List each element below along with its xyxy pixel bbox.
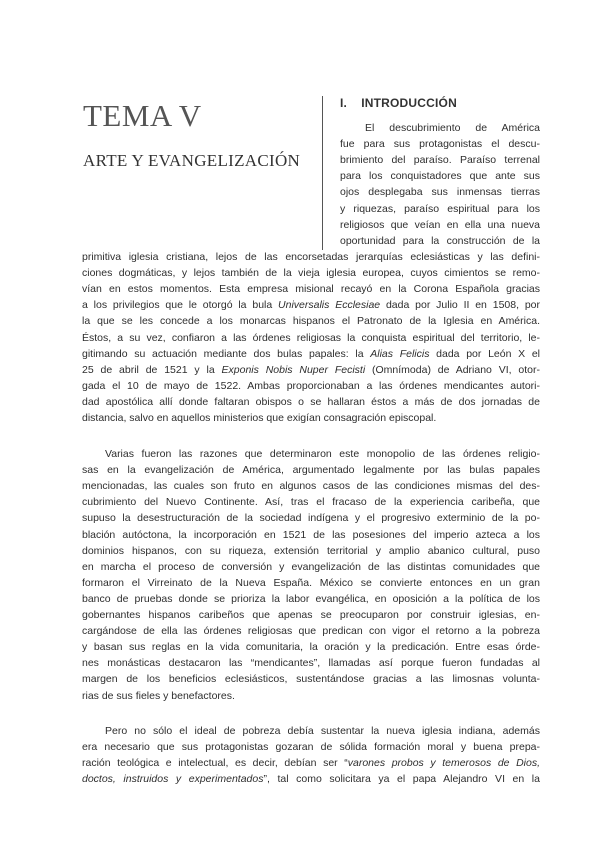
- text-segment: (Omnímoda) de Adriano VI, otor-: [365, 363, 540, 376]
- vertical-divider: [322, 96, 323, 250]
- text-line: [82, 362, 540, 378]
- text-line: era necesario que sus protagonistas gozaran de sólida formación moral y buena prepa-: [82, 741, 540, 754]
- text-line: cargándose de ella las órdenes religiosas que predican con vigor el retorno a la pobreza: [82, 625, 540, 638]
- italic-title: Universalis Ecclesiae: [278, 299, 381, 312]
- chapter-title: ARTE Y EVANGELIZACIÓN: [83, 151, 301, 170]
- text-line: y basan sus reglas en la vida comunitaria, la oración y la predicación. Entre esas órde-: [82, 641, 540, 654]
- text-line: El descubrimiento de América: [365, 122, 540, 134]
- text-line: rias de sus fieles y benefactores.: [82, 689, 235, 702]
- text-line: Varias fueron las razones que determinaron este monopolio de las órdenes religio-: [105, 448, 540, 460]
- text-line: dad apostólica allí donde faltaran obispos o se hallaran éstos a más de dos jornadas de: [82, 395, 540, 408]
- text-line: vían en estos momentos. Esta empresa misional recayó en la Corona Española gracias: [82, 283, 540, 296]
- text-line: en marcha el proceso de conversión y evangelización de las distintas comunidades que: [82, 560, 540, 573]
- text-line: para los conquistadores que ante sus: [340, 170, 540, 183]
- text-line: supuso la desestructuración de la sociedad indígena y el progresivo exterminio de la po-: [82, 512, 540, 525]
- text-line: dominios hispanos, con su riqueza, extensión territorial y amplio abanico cultural, puso: [82, 544, 540, 557]
- text-line: y riquezas, paraíso espiritual para los: [340, 202, 540, 215]
- text-line: cubrimiento del Nuevo Continente. Así, tras el fracaso de la experiencia caribeña, que: [82, 496, 540, 509]
- text-line: [82, 771, 540, 787]
- text-segment: dada por Julio II en 1508, por: [380, 299, 540, 312]
- text-segment: gitimando su actuación mediante dos bulas papales: la: [82, 347, 371, 360]
- text-line: Pero no sólo el ideal de pobreza debía sustentar la nueva iglesia indiana, además: [105, 725, 540, 737]
- italic-title: Exponis Nobis Nuper Fecisti: [221, 363, 366, 376]
- text-segment: ración teológica e intelectual, es decir, debían ser “: [82, 757, 348, 770]
- text-line: formaron el Virreinato de la Nueva España. México se convierte entonces en un gran: [82, 576, 540, 589]
- text-line: gada el 10 de mayo de 1522. Ambas proporcionaban a las órdenes mendicantes autori-: [82, 379, 540, 392]
- text-line: mencionadas, las cuales son fruto en algunos casos de las condiciones mismas del des-: [82, 480, 540, 493]
- text-line: blación autóctona, la incorporación en 1521 de las posesiones del imperio azteca a los: [82, 528, 540, 541]
- text-line: la que se les concede a los monarcas hispanos el Patronato de la Iglesia en América.: [82, 315, 540, 328]
- italic-title: doctos, instruidos y experimentados: [82, 773, 264, 786]
- text-line: brimiento del paraíso. Paraíso terrenal: [340, 154, 540, 167]
- text-line: religiosos que veían en ella una nueva: [340, 218, 540, 231]
- text-line: sas en la evangelización de América, argumentado legalmente por las bulas papales: [82, 464, 540, 477]
- italic-title: Alias Felicis: [370, 347, 430, 360]
- text-segment: ”, tal como solicitara ya el papa Alejandro VI en la: [263, 773, 540, 786]
- text-line: fue para sus protagonistas el descu-: [340, 138, 540, 151]
- text-line: primitiva iglesia cristiana, lejos de las encorsetadas jerarquías eclesiásticas y las defini-: [82, 251, 540, 263]
- text-segment: a los privilegios que le otorgó la bula: [82, 299, 279, 312]
- text-line: nes monásticas destacaron las “mendicantes”, llamadas así porque fueron fundadas al: [82, 657, 540, 670]
- text-line: [82, 297, 540, 313]
- text-line: ojos desplegaba sus inmensas tierras: [340, 186, 540, 199]
- text-line: oportunidad para la construcción de la: [340, 234, 540, 247]
- text-line: banco de pruebas donde se prioriza la labor evangélica, en oposición a la política de los: [82, 592, 540, 605]
- text-line: Éstos, a su vez, confiaron a las órdenes religiosas la conquista espiritual del territorio, le-: [82, 331, 540, 344]
- text-line: margen de los beneficios eclesiásticos, sustentándose gracias a las limosnas volunta-: [82, 673, 540, 686]
- text-line: gobernantes hispanos caribeños que apenas se preocuparon por construir iglesias, en-: [82, 609, 540, 621]
- text-line: ciones dogmáticas, y lejos también de la vieja iglesia europea, cuyos cimientos se remo-: [82, 267, 540, 280]
- section-heading: I. INTRODUCCIÓN: [340, 96, 457, 110]
- text-line: distancia, salvo en aquellos ministerios que exigían consagración episcopal.: [82, 412, 437, 424]
- text-line: [82, 755, 540, 771]
- chapter-label: TEMA V: [83, 98, 202, 133]
- italic-title: varones probos y temerosos de Dios,: [347, 757, 541, 770]
- text-line: [82, 346, 540, 362]
- text-segment: 25 de abril de 1521 y la: [82, 363, 222, 376]
- text-segment: dada por León X el: [429, 347, 541, 360]
